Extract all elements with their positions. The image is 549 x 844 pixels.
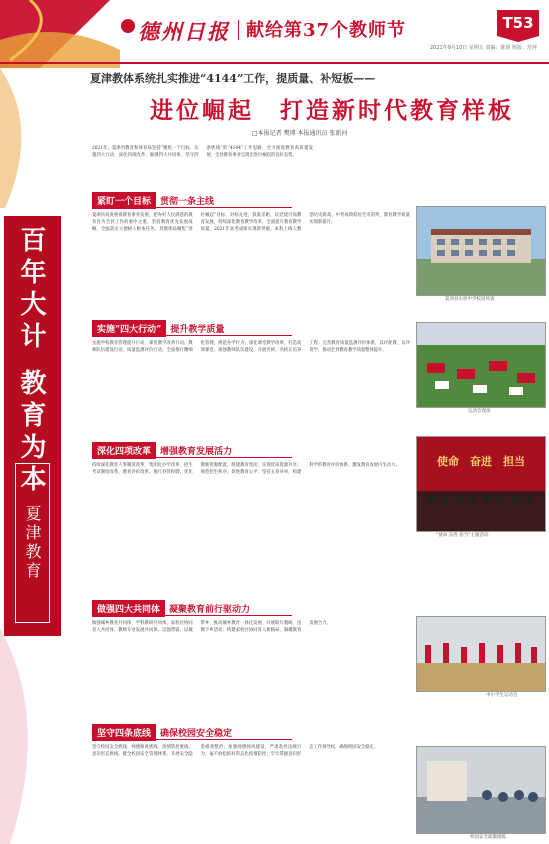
section-header bbox=[92, 598, 250, 614]
article-title: 进位崛起 打造新时代教育样板 bbox=[150, 97, 514, 124]
page-theme: 献给第37个教师节 bbox=[246, 20, 407, 41]
section-box-label: 实施“四大行动” bbox=[92, 320, 166, 337]
section-rule bbox=[92, 615, 292, 616]
section-header bbox=[92, 440, 232, 456]
article-lead: 2021年，夏津县教育和体育局坚持“聚焦一个目标、实施四大行动、深化四项改革、做强四大共同体、坚守四条底线”的“4144”工作思路，全力推进教育高质量发展，全县教育事业呈现出进位崛起的良好态势。 bbox=[92, 146, 313, 158]
section-box-label: 深化四项改革 bbox=[92, 442, 156, 459]
photo-caption: 校园安全疏散演练 bbox=[470, 835, 506, 840]
photo-safety-drill bbox=[416, 746, 546, 834]
article-byline: □本报记者 樊博 本报通讯员 张新河 bbox=[252, 130, 348, 137]
newspaper-logo: 德州日报 bbox=[138, 19, 230, 44]
section-rule bbox=[92, 457, 292, 458]
photo-caption: 运动会现场 bbox=[468, 409, 491, 414]
masthead-divider bbox=[238, 20, 239, 40]
section-box-label: 坚守四条底线 bbox=[92, 724, 156, 741]
stage-banner-text: 使命 奋进 担当 bbox=[437, 455, 525, 468]
section-header bbox=[92, 722, 232, 738]
section-box-label: 紧盯一个目标 bbox=[92, 192, 156, 209]
section-title: 确保校园安全稳定 bbox=[160, 729, 233, 739]
section-rule bbox=[92, 207, 292, 208]
section-title: 增强教育发展活力 bbox=[160, 447, 233, 457]
section-body: 做强城乡教育共同体、学科教研共同体、家校社协同育人共同体、教师专业发展共同体。以强带弱、以城带乡，推动城乡教育一体化发展；开展联片教研、送教下乡活动；构建家校社协同育人新格局，凝聚教育发展合力。 bbox=[92, 621, 331, 633]
section-body: 坚守校园安全底线、师德师风底线、疫情防控底线、意识形态底线。健全校园安全管理体系，开展安全隐患排查整治；加强师德师风建设，严肃查处违规行为；毫不放松抓好常态化疫情防控；牢牢掌握意识形态工作领导权，确保校园安全稳定。 bbox=[92, 745, 379, 757]
newspaper-logo-icon bbox=[121, 19, 135, 33]
section-header bbox=[92, 318, 224, 334]
section-title: 提升教学质量 bbox=[170, 325, 225, 335]
section-box-label: 做强四大共同体 bbox=[92, 600, 165, 617]
section-body: 实施学校教育管理提升行动、课堂教学改革行动、教师队伍建设行动、质量监测评价行动。全面推行精细化管理，规范办学行为；深化课堂教学改革，打造高效课堂；加强教师队伍建设，开展名师、名校长培养工程；完善教育质量监测评价体系，以评促教、以评促学，推动全县教育教学质量整体提升。 bbox=[92, 341, 410, 353]
article-kicker: 夏津教体系统扎实推进“4144”工作，提质量、补短板—— bbox=[90, 72, 376, 85]
left-sidebar bbox=[0, 68, 70, 844]
photo-caption: 夏津县实验中学校园风貌 bbox=[445, 297, 495, 302]
page-number-badge: T53 bbox=[497, 10, 539, 36]
section-body: 持续深化教育人事制度改革、集团化办学改革、招生考试制度改革、教育评价改革。推行县管校聘，优化教师资源配置；组建教育集团，实现优质资源共享；规范招生秩序，促进教育公平；坚持五育并举，构建科学的教育评价体系，激发教育发展内生动力。 bbox=[92, 463, 400, 475]
section-rule bbox=[92, 335, 292, 336]
section-body: 夏津县高度重视教育事业发展，把办好人民满意的教育作为全县工作的重中之重，坚持教育优先发展战略，全面落实立德树人根本任务。县教体局聚焦“进位崛起”目标，对标先进、找准差距，以党建引领教育发展，持续深化教育教学改革，全面提升教育教学质量。2021年高考成绩实现新突破，本科上线人数创历史新高，中考成绩稳居全市前列，教育教学质量实现新提升。 bbox=[92, 213, 410, 232]
sidebar-slogan: 百年大计 教育为本 bbox=[16, 226, 46, 498]
sidebar-section-name: 夏津教育 bbox=[15, 463, 50, 623]
photo-students-sports bbox=[416, 616, 546, 692]
masthead bbox=[0, 0, 549, 68]
section-rule bbox=[92, 739, 292, 740]
photo-stage-event bbox=[416, 436, 546, 532]
photo-caption: “使命 奋进 担当”主题活动 bbox=[436, 533, 489, 538]
section-header bbox=[92, 190, 214, 206]
photo-caption: 中小学生运动会 bbox=[486, 693, 518, 698]
photo-sports-meet bbox=[416, 322, 546, 408]
photo-campus bbox=[416, 206, 546, 296]
section-title: 贯彻一条主线 bbox=[160, 197, 215, 207]
section-title: 凝聚教育前行驱动力 bbox=[169, 605, 251, 615]
dateline: 2021年9月10日 星期五 责编：陈倩 组版：范萍 bbox=[430, 45, 538, 51]
